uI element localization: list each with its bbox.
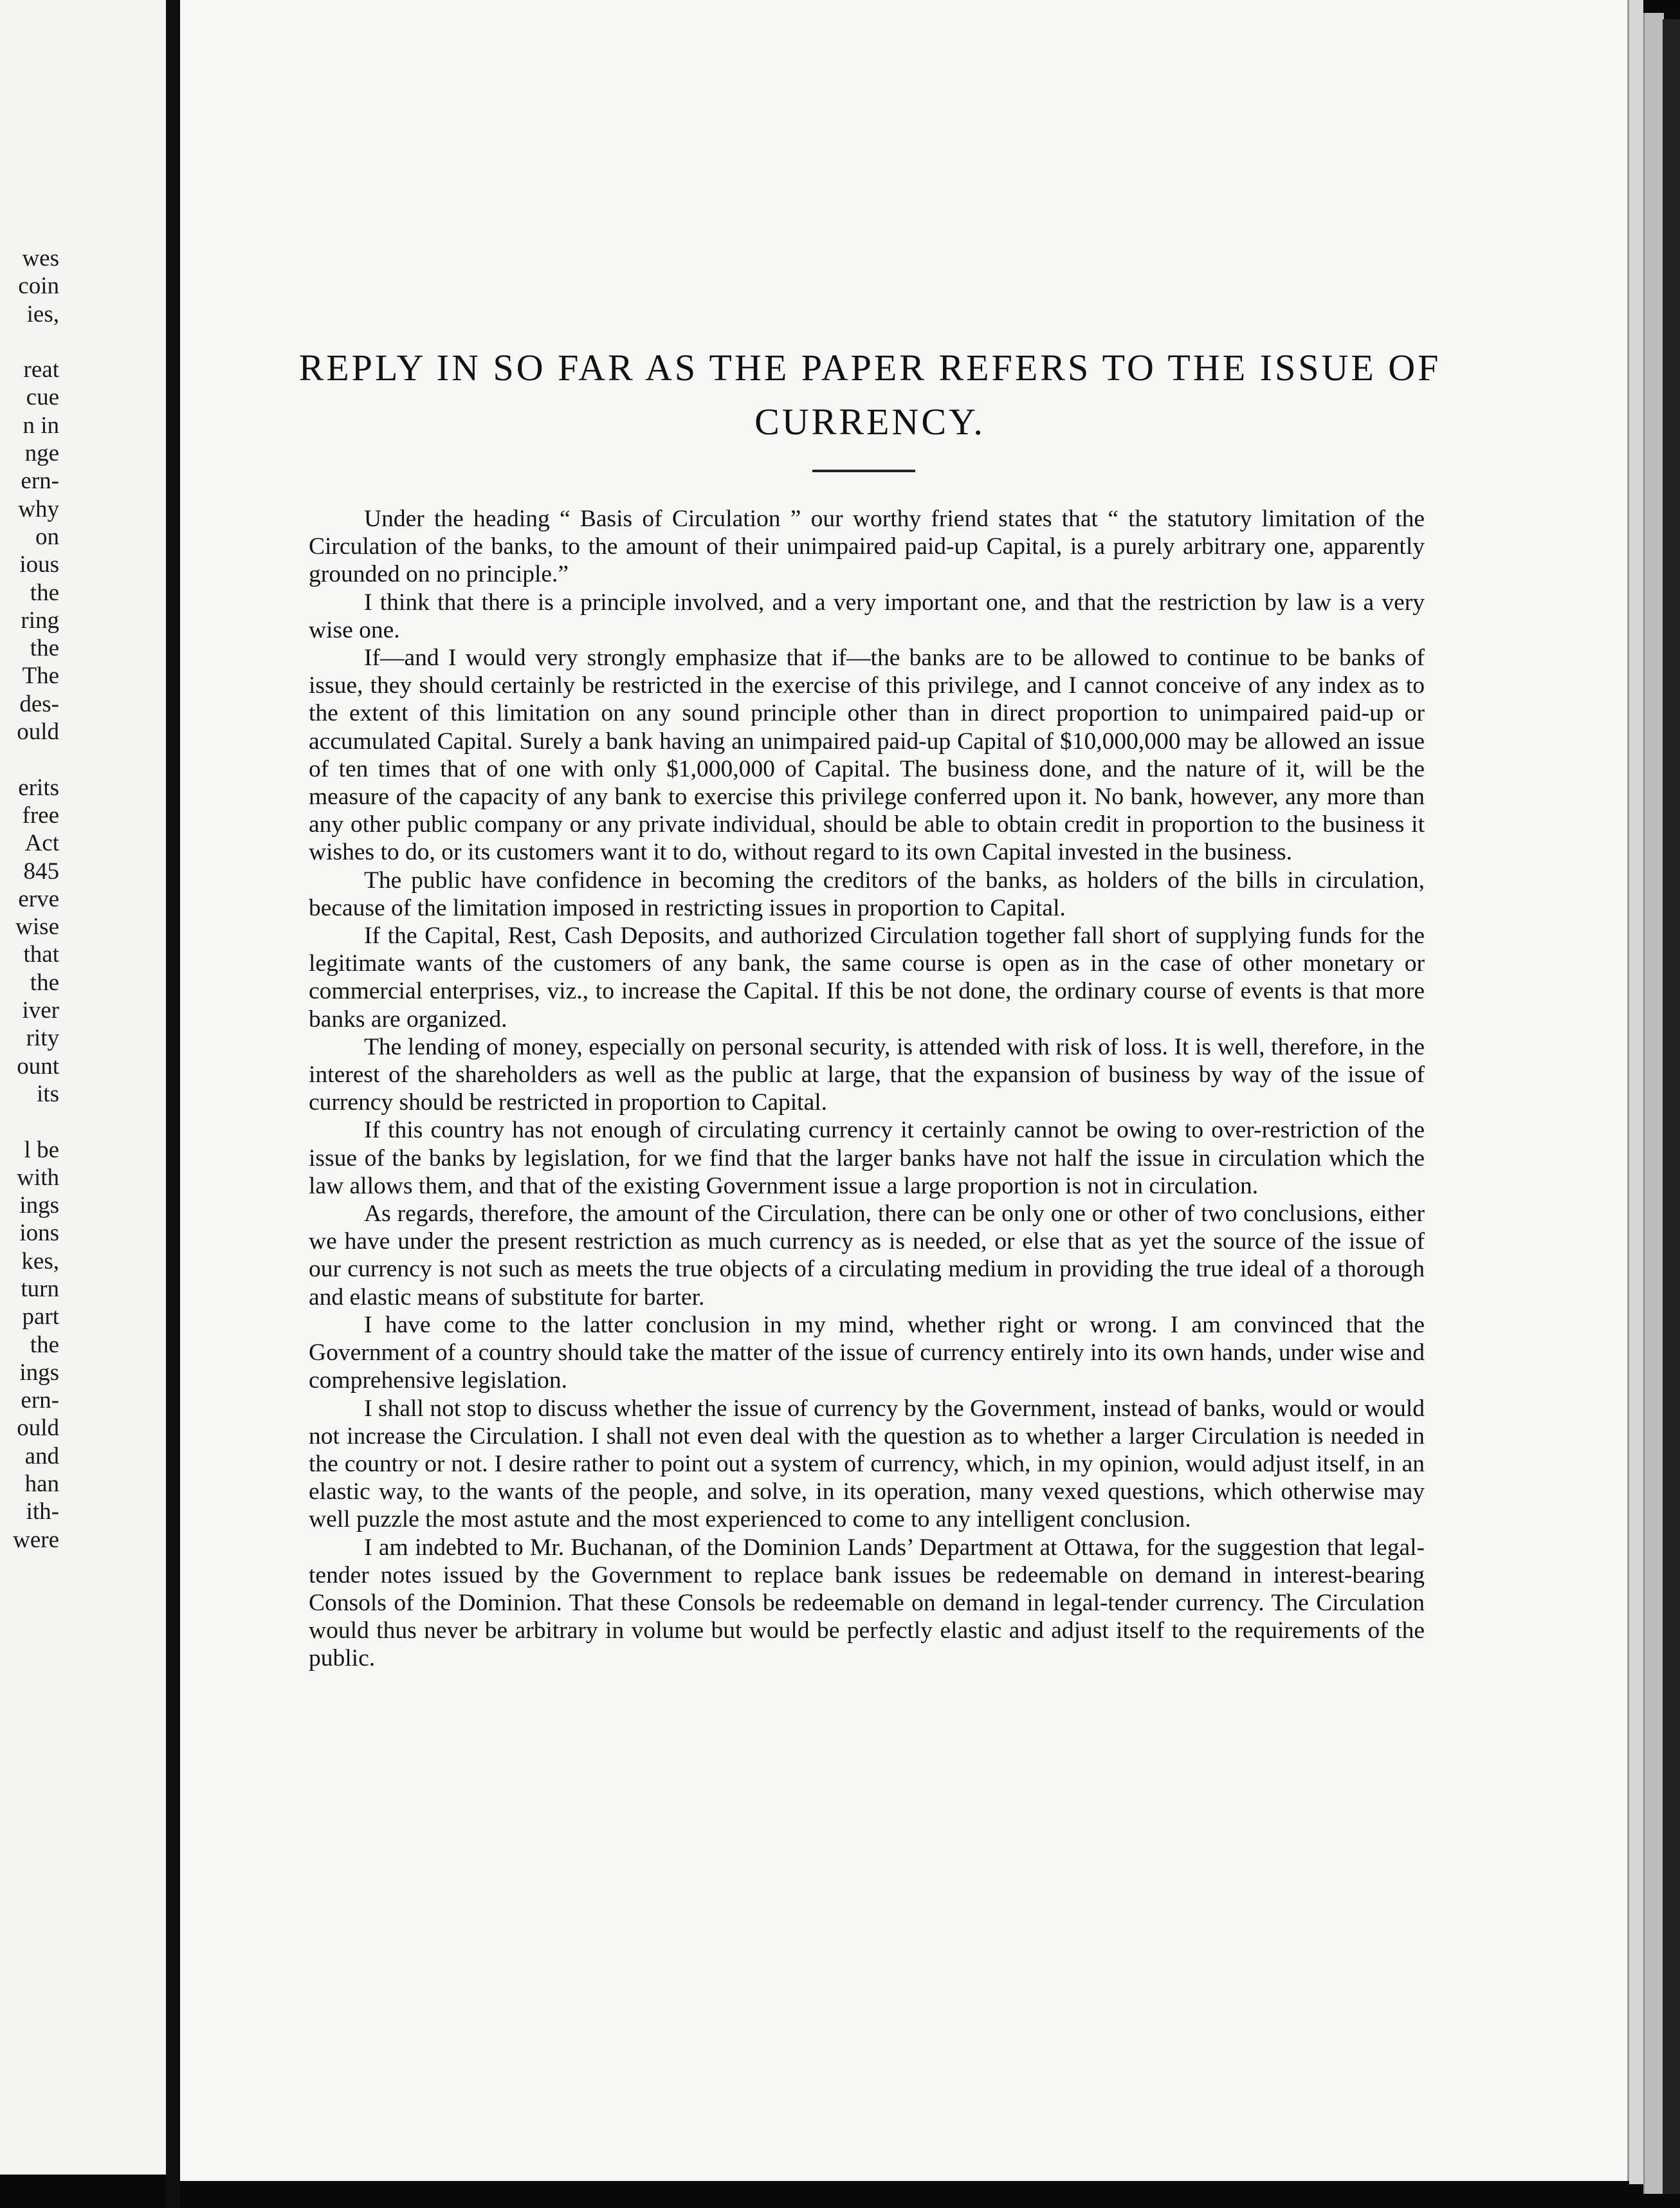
previous-page-fragment: were [13,1526,59,1553]
previous-page-fragment: its [37,1080,59,1107]
previous-page-fragment: cue [26,384,59,411]
previous-page-fragment: ern- [21,1387,59,1414]
previous-page-fragment: l be [24,1136,59,1163]
previous-page-fragment: nge [24,440,59,467]
previous-page-fragment [0,1108,59,1136]
previous-page-fragment: the [30,635,59,662]
previous-page-fragment: ern- [21,468,59,495]
paragraph: If—and I would very strongly emphasize that if—the banks are to be allowed to continue to be banks of issue, they should certainly be restricted in the exercise of this privilege, and I cannot conceive of any index as to the extent of this limitation on any sound principle other than in direct proportion to unimpaired paid-up or accumulated Capital. Surely a bank having an unimpaired paid-up Capital of $10,000,000 may be allowed an issue of ten times that of one with only $1,000,000 of Capital. The business done, and the nature of it, will be the measure of the capacity of any bank to exercise this privilege conferred upon it. No bank, however, any more than any other public company or any private individual, should be able to obtain credit in proportion to the business it wishes to do, or its customers want it to do, without regard to its own Capital invested in the business. [309,645,1425,866]
previous-page-fragment: ies, [26,300,59,327]
paragraph: I have come to the latter conclusion in my mind, whether right or wrong. I am convinced that the Government of a country should take the matter of the issue of currency entirely into its own hands, under wise and comprehensive legislation. [309,1311,1425,1394]
paragraph: I think that there is a principle involved, and a very important one, and that the restriction by law is a very wise one. [309,589,1425,643]
previous-page-fragment: kes, [21,1247,59,1274]
page-edge [1629,0,1643,2184]
previous-page-fragment: ould [17,719,59,746]
previous-page-fragment: des- [19,690,59,717]
previous-page-fragment: erits [18,774,59,801]
page-edge [1663,19,1680,2194]
previous-page-fragment: with [17,1164,59,1191]
paragraph: If the Capital, Rest, Cash Deposits, and authorized Circulation together fall short of supplying funds for the legitimate wants of the customers of any bank, the same course is open as in the case of other monetary or commercial enterprises, viz., to increase the Capital. If this be not done, the ordinary course of events is that more banks are organized. [309,923,1425,1033]
previous-page-text-fragments [0,244,59,1554]
previous-page-fragment: ith- [26,1498,59,1525]
previous-page-fragment: ings [19,1192,59,1219]
paragraph: Under the heading “ Basis of Circulation ” our worthy friend states that “ the statutory limitation of the Circulation of the banks, to the amount of their unimpaired paid-up Capital, is a purely arbitrary one, apparently grounded on no principle.” [309,506,1425,588]
previous-page-fragment [0,746,59,773]
previous-page-fragment: ould [17,1415,59,1442]
document-title: REPLY IN SO FAR AS THE PAPER REFERS TO THE ISSUE OF CURRENCY. [298,347,1441,443]
paragraph: As regards, therefore, the amount of the Circulation, there can be only one or other of two conclusions, either we have under the present restriction as much currency as is needed, or else that as yet the source of the issue of our currency is not such as meets the true objects of a circulating medium in providing the true ideal of a thorough and elastic means of substitute for barter. [309,1201,1425,1311]
previous-page-fragment: wise [15,914,59,941]
previous-page-fragment: ring [21,607,59,634]
previous-page-fragment: ount [17,1053,59,1080]
previous-page-fragment [0,328,59,356]
previous-page-fragment: the [30,1331,59,1358]
previous-page-fragment: han [24,1471,59,1498]
previous-page-fragment: ions [19,1220,59,1247]
paragraph: The public have confidence in becoming the creditors of the banks, as holders of the bills in circulation, because of the limitation imposed in restricting issues in proportion to Capital. [309,867,1425,921]
title-divider [812,470,915,472]
previous-page-fragment: rity [26,1025,59,1052]
previous-page-fragment: The [22,663,59,690]
previous-page-fragment: that [23,941,59,968]
previous-page-fragment: n in [23,412,59,439]
previous-page-fragment: the [30,579,59,606]
previous-page-fragment: reat [23,356,59,383]
previous-page-fragment: ings [19,1359,59,1386]
bleed-through-text [257,241,264,270]
previous-page-fragment: and [24,1442,59,1469]
previous-page-fragment: wes [22,245,59,271]
paragraph: I am indebted to Mr. Buchanan, of the Dominion Lands’ Department at Ottawa, for the suggestion that legal-tender notes issued by the Government to replace bank issues be redeemable on demand in interest-bearing Consols of the Dominion. That these Consols be redeemable on demand in legal-tender currency. The Circulation would thus never be arbitrary in volume but would be perfectly elastic and adjust itself to the requirements of the public. [309,1534,1425,1672]
paragraph: If this country has not enough of circulating currency it certainly cannot be owing to over-restriction of the issue of the banks by legislation, for we find that the larger banks have not half the issue in circulation which the law allows them, and that of the existing Government issue a large proportion is not in circulation. [309,1117,1425,1199]
previous-page-strip [0,0,166,2175]
paragraph: The lending of money, especially on personal security, is attended with risk of loss. It is well, therefore, in the interest of the shareholders as well as the public at large, that the expansion of business by way of the issue of currency should be restricted in proportion to Capital. [309,1033,1425,1116]
previous-page-fragment: on [35,523,59,550]
previous-page-fragment: turn [21,1275,59,1302]
previous-page-fragment: part [22,1303,59,1330]
page-edge [1643,13,1664,2194]
previous-page-fragment: Act [24,830,59,857]
previous-page-fragment: ious [19,551,59,578]
previous-page-fragment: free [22,802,59,829]
book-gutter [166,0,180,2208]
previous-page-fragment: coin [18,273,59,300]
previous-page-fragment: erve [18,885,59,912]
paragraph: I shall not stop to discuss whether the issue of currency by the Government, instead of banks, would or would not increase the Circulation. I shall not even deal with the question as to whether a larger Circulation is needed in the country or not. I desire rather to point out a system of currency, which, in my opinion, would adjust itself, in an elastic way, to the wants of the people, and solve, in its operation, many vexed questions, which otherwise may well puzzle the most astute and the most experienced to come to any intelligent conclusion. [309,1395,1425,1533]
previous-page-fragment: the [30,969,59,996]
previous-page-fragment: iver [22,997,59,1024]
previous-page-fragment: 845 [23,858,59,885]
previous-page-fragment: why [18,495,59,522]
document-body [309,505,1425,1673]
